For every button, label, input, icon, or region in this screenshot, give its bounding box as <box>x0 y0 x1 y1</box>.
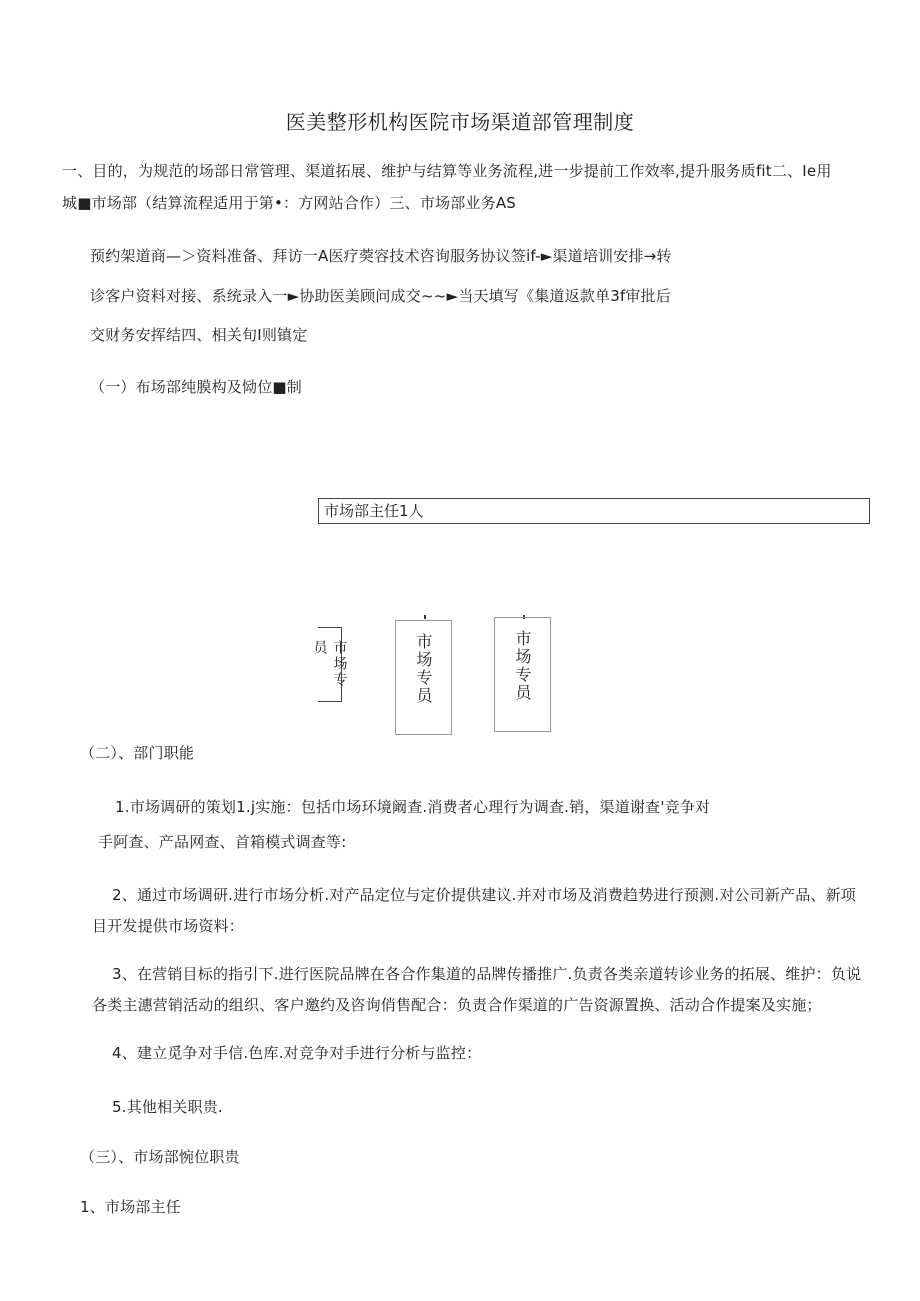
function-item-1-line-1: 1.市场调研的策划1.j实施：包括巾场环境阚查.消费者心理行为调查.销，渠道谢查'竞争对 <box>115 798 711 816</box>
function-item-3-line-2: 各类主潓营销活动的组织、客户邀约及咨询俏售配合：负责合作渠道的广告资源置换、活动合作提案及实施； <box>92 996 822 1014</box>
function-item-3-line-1: 3、在营销目标的指引下.进行医院品牌在各合作集道的品牌传播推广.负责各类亲道转诊业务的拓展、维护：负说 <box>112 965 862 983</box>
section-heading-structure: （一）布场部纯膜构及恸位■制 <box>90 378 302 396</box>
function-item-2-line-1: 2、通过市场调研.进行市场分析.对产品定位与定价提供建议.并对市场及消费趋势进行预测.对公司新产品、新项 <box>112 886 857 904</box>
purpose-paragraph-line-1: 一、目的，为规范的场部日常管理、渠道拓展、维护与结算等业务流程,进一步提前工作效率,提升服务质fit二、Ie用 <box>62 162 832 180</box>
business-flow-line-1: 预约架道商—＞资料准备、拜访一A医疗葖容技术咨询服务协议签if-►渠道培训安排→转 <box>90 247 672 265</box>
document-title: 医美整形机构医院市场渠道部管理制度 <box>285 110 635 134</box>
function-item-2-line-2: 目开发提供市场资料： <box>92 917 245 935</box>
function-item-1-line-2: 手阿查、产品网查、首箱模式调查等: <box>98 833 347 851</box>
org-chart-head-box: 市场部主任1人 <box>318 498 870 524</box>
org-chart-specialist-box-2: 市场专员 <box>494 617 551 732</box>
function-item-4: 4、建立觅争对手信.色库.对竞争对手进行分析与监控： <box>112 1044 482 1062</box>
org-chart-partial-box: 市场专员 <box>318 627 342 702</box>
business-flow-line-3: 交财务安挥结四、相关旬I则镇定 <box>90 326 308 344</box>
connector-tick <box>424 615 426 619</box>
section-heading-functions: （二）、部门职能 <box>80 744 195 762</box>
section-heading-duties: （三）、市场部惋位职贵 <box>80 1148 240 1166</box>
function-item-5: 5.其他相关职贵. <box>112 1098 223 1116</box>
purpose-paragraph-line-2: 城■市场部（结算流程适用于第•：方网站合作）三、市场部业务AS <box>62 194 517 212</box>
business-flow-line-2: 诊客户资料对接、系统录入一►协助医美顾问成交~~►当天填写《集道返款单3f审批后 <box>90 287 672 305</box>
duty-subheading-1: 1、市场部主任 <box>80 1198 181 1216</box>
org-chart-specialist-box-1: 市场专员 <box>395 620 452 735</box>
